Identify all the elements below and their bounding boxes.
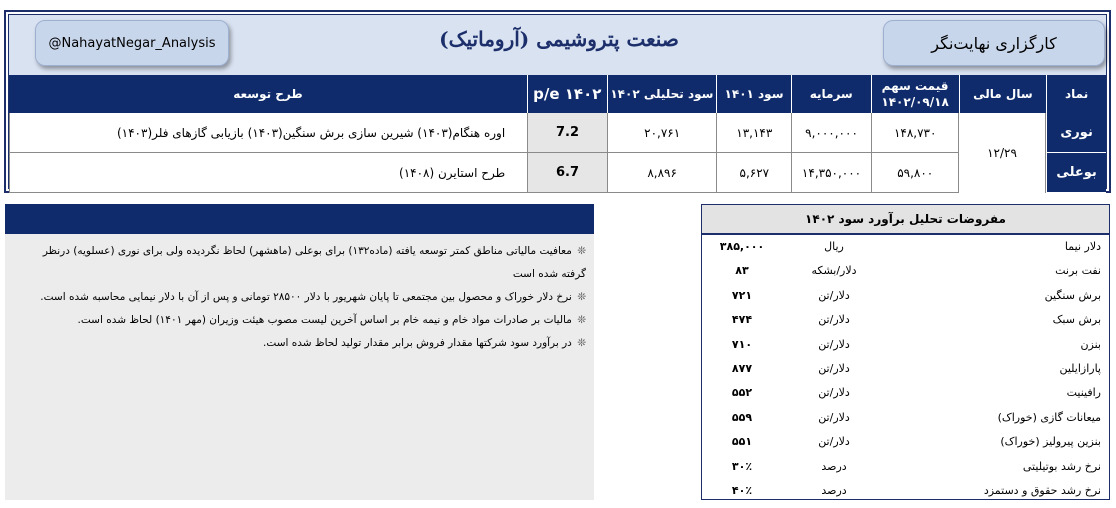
assumption-value: ۴۰٪ bbox=[731, 483, 753, 497]
assumption-name: بنزین پیرولیز (خوراک) bbox=[1000, 435, 1101, 449]
table-row bbox=[702, 455, 1109, 479]
note-text: معافیت مالیاتی مناطق کمتر توسعه یافته (ماده۱۳۲) برای بوعلی (ماهشهر) لحاظ نگردیده ولی برای نوری (عسلویه) درنظر گرفته شده است bbox=[42, 245, 586, 280]
assumption-unit: دلار/بشکه bbox=[811, 264, 857, 278]
col-fiscal-year: سال مالی bbox=[959, 75, 1047, 113]
assumption-value: ۳۸۵,۰۰۰ bbox=[719, 240, 765, 253]
assumptions-title: مفروضات تحلیل برآورد سود ۱۴۰۲ bbox=[702, 205, 1109, 235]
handle-text: @NahayatNegar_Analysis bbox=[48, 35, 216, 51]
bullet-icon: ❊ bbox=[573, 291, 586, 303]
assumption-value: ۸۷۷ bbox=[731, 361, 753, 375]
profit-1401-cell: ۵,۶۲۷ bbox=[716, 153, 791, 193]
bullet-icon: ❊ bbox=[573, 245, 586, 257]
assumption-name: برش سبک bbox=[1052, 313, 1101, 327]
table-row bbox=[702, 308, 1109, 332]
pe-cell: 7.2 bbox=[527, 113, 607, 153]
assumption-value: ۳۰٪ bbox=[731, 459, 753, 473]
assumption-unit: دلار/تن bbox=[818, 313, 850, 327]
profit-1402-cell: ۲۰,۷۶۱ bbox=[607, 113, 717, 153]
table-row bbox=[702, 235, 1109, 259]
assumption-name: میعانات گازی (خوراک) bbox=[997, 410, 1101, 424]
assumption-name: نفت برنت bbox=[1055, 264, 1101, 278]
col-plans: طرح توسعه bbox=[233, 87, 303, 101]
capital-cell: ۹,۰۰۰,۰۰۰ bbox=[791, 113, 871, 153]
col-symbol: نماد bbox=[1046, 75, 1106, 113]
table-row bbox=[702, 479, 1109, 503]
assumptions-table bbox=[701, 204, 1110, 500]
list-item bbox=[15, 240, 586, 286]
agency-text: کارگزاری نهایت‌نگر bbox=[931, 33, 1057, 53]
table-row bbox=[702, 430, 1109, 454]
table-row bbox=[9, 153, 1106, 193]
assumption-name: پارازایلین bbox=[1059, 361, 1101, 375]
table-row bbox=[702, 381, 1109, 405]
table-row bbox=[702, 259, 1109, 283]
list-item bbox=[15, 332, 586, 355]
col-capital: سرمایه bbox=[791, 75, 871, 113]
header-band bbox=[9, 15, 1106, 75]
stocks-table-frame bbox=[4, 10, 1111, 193]
assumption-name: برش سنگین bbox=[1044, 288, 1101, 302]
assumption-value: ۵۵۲ bbox=[731, 386, 753, 400]
assumption-unit: دلار/تن bbox=[818, 337, 850, 351]
assumption-name: نرخ رشد بوتیلیتی bbox=[1022, 459, 1101, 473]
col-profit-1402: سود تحلیلی ۱۴۰۲ bbox=[607, 75, 717, 113]
col-profit-1401: سود ۱۴۰۱ bbox=[716, 75, 791, 113]
profit-1401-cell: ۱۳,۱۴۳ bbox=[716, 113, 791, 153]
table-row bbox=[702, 406, 1109, 430]
note-text: در برآورد سود شرکتها مقدار فروش برابر مقدار تولید لحاظ شده است. bbox=[263, 337, 572, 349]
assumption-unit: درصد bbox=[821, 483, 847, 497]
page-title: صنعت پتروشیمی (آروماتیک) bbox=[439, 27, 679, 51]
notes-list bbox=[5, 234, 594, 355]
symbol-cell: بوعلی bbox=[1046, 153, 1106, 193]
symbol-cell: نوری bbox=[1046, 113, 1106, 153]
assumption-unit: دلار/تن bbox=[818, 386, 850, 400]
stocks-table bbox=[8, 14, 1107, 189]
assumption-unit: ریال bbox=[824, 240, 844, 253]
assumption-name: رافینیت bbox=[1066, 386, 1101, 400]
price-cell: ۱۴۸,۷۳۰ bbox=[871, 113, 959, 153]
assumption-unit: دلار/تن bbox=[818, 410, 850, 424]
table-row bbox=[702, 357, 1109, 381]
table-row bbox=[702, 333, 1109, 357]
plan-cell: طرح استایرن (۱۴۰۸) bbox=[9, 153, 527, 193]
plan-cell: اوره هنگام(۱۴۰۳) شیرین سازی برش سنگین(۱۴۰۳) بازیابی گازهای فلر(۱۴۰۳) bbox=[9, 113, 527, 153]
price-cell: ۵۹,۸۰۰ bbox=[871, 153, 959, 193]
capital-cell: ۱۴,۳۵۰,۰۰۰ bbox=[791, 153, 871, 193]
agency-badge bbox=[883, 20, 1105, 66]
handle-badge bbox=[35, 20, 229, 66]
profit-1402-cell: ۸,۸۹۶ bbox=[607, 153, 717, 193]
assumption-unit: دلار/تن bbox=[818, 361, 850, 375]
table-body bbox=[9, 113, 1106, 193]
fiscal-year-cell: ۱۲/۲۹ bbox=[958, 113, 1046, 193]
assumption-name: دلار نیما bbox=[1064, 240, 1101, 253]
assumption-value: ۷۱۰ bbox=[731, 337, 753, 351]
assumption-name: نرخ رشد حقوق و دستمزد bbox=[983, 483, 1101, 497]
note-text: مالیات بر صادرات مواد خام و نیمه خام بر اساس آخرین لیست مصوب هیئت وزیران (مهر ۱۴۰۱) لحاظ شده است. bbox=[77, 314, 572, 326]
bullet-icon: ❊ bbox=[573, 314, 586, 326]
col-pe-1402: p/e ۱۴۰۲ bbox=[527, 75, 607, 113]
table-row bbox=[702, 284, 1109, 308]
assumption-value: ۷۲۱ bbox=[731, 288, 753, 302]
assumption-value: ۸۳ bbox=[735, 264, 749, 278]
list-item bbox=[15, 286, 586, 309]
assumption-value: ۵۵۱ bbox=[731, 435, 753, 449]
pe-cell: 6.7 bbox=[527, 153, 607, 193]
assumption-value: ۵۵۹ bbox=[731, 410, 753, 424]
assumption-name: بنزن bbox=[1080, 337, 1101, 351]
assumption-unit: درصد bbox=[821, 459, 847, 473]
column-header-row bbox=[9, 75, 1106, 113]
notes-panel bbox=[5, 204, 594, 500]
list-item bbox=[15, 309, 586, 332]
assumption-unit: دلار/تن bbox=[818, 435, 850, 449]
assumption-value: ۴۷۴ bbox=[731, 313, 753, 327]
col-price: قیمت سهم ۱۴۰۲/۰۹/۱۸ bbox=[871, 75, 959, 113]
note-text: نرخ دلار خوراک و محصول بین مجتمعی تا پایان شهریور با دلار ۲۸۵۰۰ تومانی و پس از آن با دلار نیمایی محاسبه شده است. bbox=[40, 291, 572, 303]
assumptions-rows bbox=[702, 235, 1109, 503]
table-row bbox=[9, 113, 1106, 153]
bullet-icon: ❊ bbox=[573, 337, 586, 349]
assumption-unit: دلار/تن bbox=[818, 288, 850, 302]
